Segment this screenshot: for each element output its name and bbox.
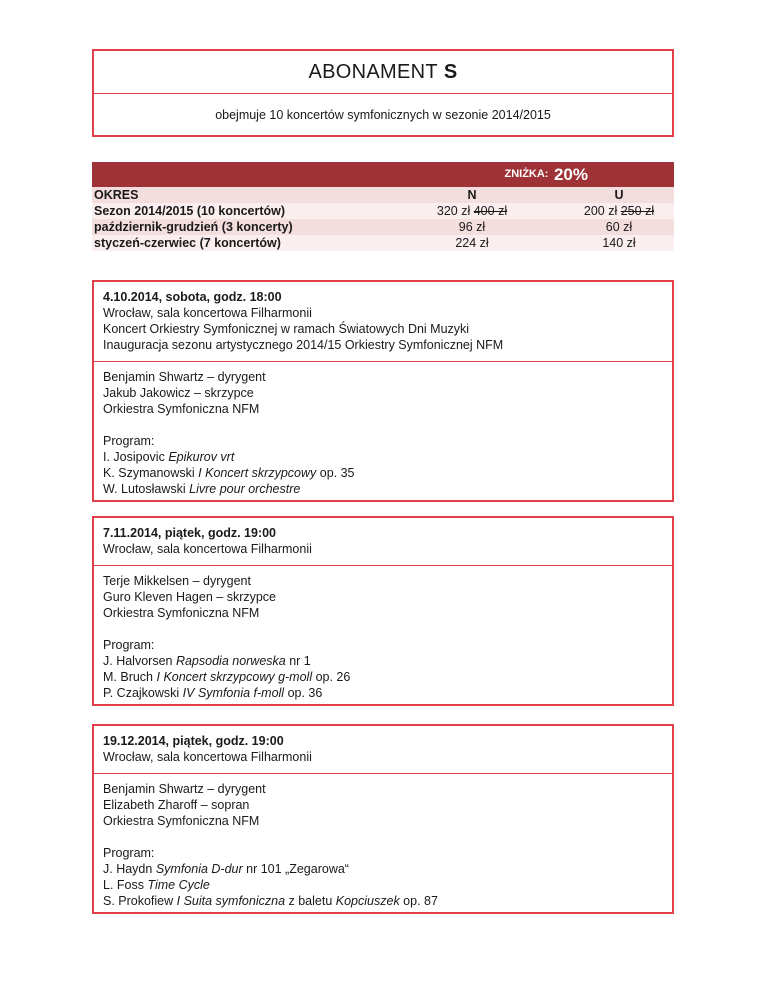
concert-date: 4.10.2014, sobota, godz. 18:00 xyxy=(103,290,282,304)
subtitle: obejmuje 10 koncertów symfonicznych w sezonie 2014/2015 xyxy=(215,108,551,122)
performer: Orkiestra Symfoniczna NFM xyxy=(103,606,260,620)
period-cell: Sezon 2014/2015 (10 koncertów) xyxy=(94,204,286,218)
concert-info: Wrocław, sala koncertowa Filharmonii xyxy=(103,750,312,764)
program-label: Program: xyxy=(103,638,155,652)
program-item: M. Bruch I Koncert skrzypcowy g-moll op. 26 xyxy=(103,670,351,684)
col-u: U xyxy=(614,188,624,202)
performer: Orkiestra Symfoniczna NFM xyxy=(103,814,260,828)
concert-card-1 xyxy=(92,280,674,502)
performer: Jakub Jakowicz – skrzypce xyxy=(103,386,254,400)
concert-header xyxy=(94,518,672,565)
n-price: 96 zł xyxy=(458,220,486,234)
concert-date: 19.12.2014, piątek, godz. 19:00 xyxy=(103,734,284,748)
concert-info: Wrocław, sala koncertowa Filharmonii xyxy=(103,306,312,320)
n-price-cell xyxy=(422,203,522,219)
program-item: S. Prokofiew I Suita symfoniczna z baletu Kopciuszek op. 87 xyxy=(103,894,438,908)
performer: Guro Kleven Hagen – skrzypce xyxy=(103,590,277,604)
performer: Elizabeth Zharoff – sopran xyxy=(103,798,250,812)
concert-header xyxy=(94,726,672,773)
discount-value: 20% xyxy=(553,165,588,185)
concert-details xyxy=(94,773,672,917)
price-row xyxy=(92,219,674,235)
performer: Benjamin Shwartz – dyrygent xyxy=(103,370,266,384)
concert-details xyxy=(94,361,672,505)
concert-info: Wrocław, sala koncertowa Filharmonii xyxy=(103,542,312,556)
performer: Orkiestra Symfoniczna NFM xyxy=(103,402,260,416)
concert-header xyxy=(94,282,672,361)
price-row xyxy=(92,203,674,219)
program-label: Program: xyxy=(103,434,155,448)
concert-info: Koncert Orkiestry Symfonicznej w ramach Światowych Dni Muzyki xyxy=(103,322,470,336)
concert-details xyxy=(94,565,672,709)
concert-info: Inauguracja sezonu artystycznego 2014/15 Orkiestry Symfonicznej NFM xyxy=(103,338,504,352)
title-letter: S xyxy=(443,60,458,83)
u-price: 60 zł xyxy=(605,220,633,234)
price-header-row xyxy=(92,187,674,203)
discount-banner xyxy=(92,162,674,187)
period-cell: październik-grudzień (3 koncerty) xyxy=(94,220,293,234)
performer: Benjamin Shwartz – dyrygent xyxy=(103,782,266,796)
title-box xyxy=(92,49,674,137)
concert-date: 7.11.2014, piątek, godz. 19:00 xyxy=(103,526,277,540)
col-n: N xyxy=(467,188,477,202)
u-price: 140 zł xyxy=(602,236,636,250)
concert-card-2 xyxy=(92,516,674,706)
u-price: 200 zł xyxy=(583,204,618,218)
performer: Terje Mikkelsen – dyrygent xyxy=(103,574,251,588)
col-period: OKRES xyxy=(94,188,139,202)
program-item: J. Halvorsen Rapsodia norweska nr 1 xyxy=(103,654,311,668)
u-old-price: 250 zł xyxy=(620,204,655,218)
page-title xyxy=(94,51,672,94)
n-price: 320 zł xyxy=(436,204,471,218)
n-old-price: 400 zł xyxy=(473,204,508,218)
program-item: I. Josipovic Epikurov vrt xyxy=(103,450,235,464)
price-row xyxy=(92,235,674,251)
n-price: 224 zł xyxy=(455,236,489,250)
program-item: L. Foss Time Cycle xyxy=(103,878,210,892)
program-item: P. Czajkowski IV Symfonia f-moll op. 36 xyxy=(103,686,323,700)
program-item: W. Lutosławski Livre pour orchestre xyxy=(103,482,301,496)
u-price-cell xyxy=(576,203,662,219)
program-label: Program: xyxy=(103,846,155,860)
program-item: K. Szymanowski I Koncert skrzypcowy op. 35 xyxy=(103,466,355,480)
price-table xyxy=(92,162,674,251)
period-cell: styczeń-czerwiec (7 koncertów) xyxy=(94,236,281,250)
discount-label: ZNIŻKA: xyxy=(504,168,549,181)
program-item: J. Haydn Symfonia D-dur nr 101 „Zegarowa“ xyxy=(103,862,349,876)
concert-card-3 xyxy=(92,724,674,914)
title-text: ABONAMENT xyxy=(308,60,438,83)
